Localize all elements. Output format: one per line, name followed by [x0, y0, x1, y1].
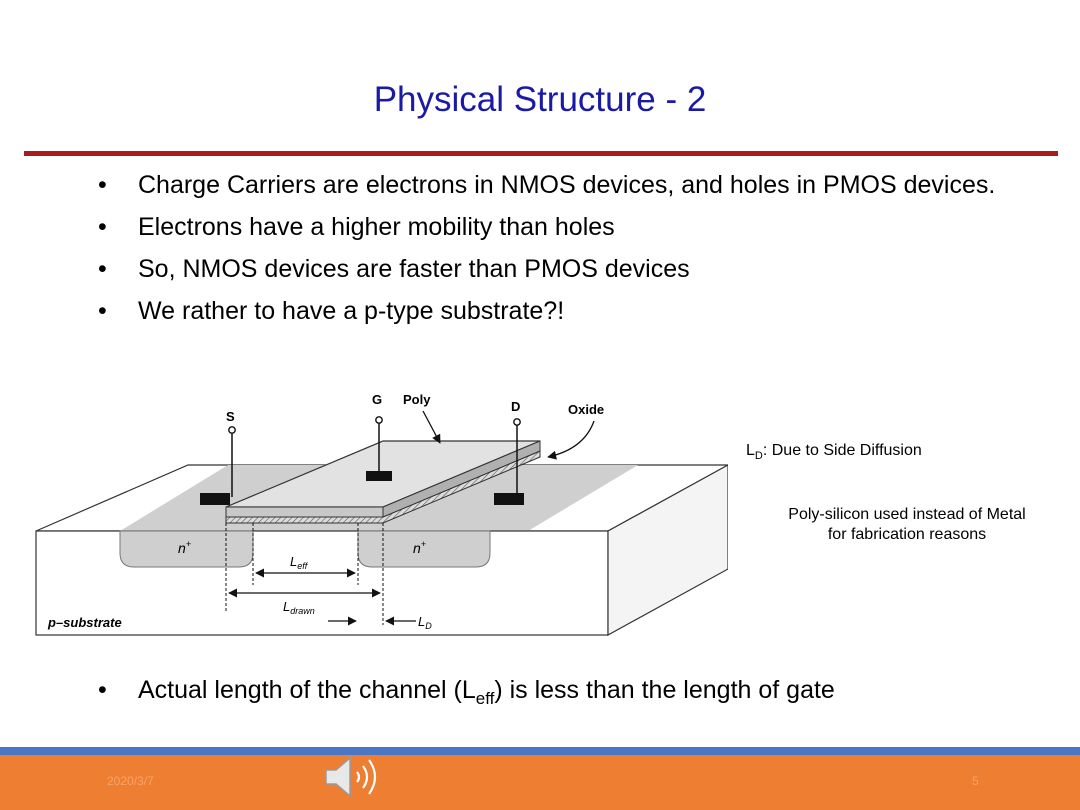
bullet-dot: • — [98, 255, 107, 283]
l-d-label: $L_D$ — [418, 614, 432, 631]
poly-silicon-note — [742, 505, 1072, 545]
mosfet-diagram — [28, 385, 728, 675]
poly-gate-front — [226, 507, 383, 517]
bullet-dot: • — [98, 676, 107, 704]
bullet-dot: • — [98, 297, 107, 325]
l-eff-label: $L_{eff}$ — [290, 554, 308, 571]
terminal-s-label: S — [226, 409, 235, 424]
footer-accent-line — [0, 747, 1080, 755]
source-contact — [200, 493, 230, 505]
bullet-dot: • — [98, 171, 107, 199]
bullet-list — [98, 170, 1018, 338]
bullet-text: Charge Carriers are electrons in NMOS devices, and holes in PMOS devices. — [138, 171, 996, 199]
drain-contact — [494, 493, 524, 505]
footer-bar — [0, 755, 1080, 810]
n-plus-source-label: n+ — [178, 539, 192, 556]
bullet-text: We rather to have a p-type substrate?! — [138, 297, 565, 325]
n-plus-well-drain — [358, 531, 490, 567]
substrate-label: p–substrate — [48, 615, 122, 630]
bullet-item — [98, 254, 1018, 284]
bullet-text: Electrons have a higher mobility than holes — [138, 213, 615, 241]
bullet-item — [98, 212, 1018, 242]
footer-date: 2020/3/7 — [107, 774, 154, 788]
poly-pointer — [423, 411, 440, 443]
audio-speaker-icon[interactable] — [322, 754, 392, 800]
l-drawn-label: $L_{drawn}$ — [283, 599, 315, 616]
page-number: 5 — [972, 774, 979, 788]
bullet-item — [98, 170, 1018, 200]
n-plus-well-source — [120, 531, 253, 567]
bullet-dot: • — [98, 213, 107, 241]
terminal-g-label: G — [372, 392, 383, 407]
bullet-text: So, NMOS devices are faster than PMOS devices — [138, 255, 690, 283]
bottom-bullet: • Actual length of the channel $(L_{eff})$ is less than the length of gate — [98, 676, 835, 708]
oxide-label: Oxide — [568, 402, 605, 417]
side-diffusion-note: $L_D$: Due to Side Diffusion — [746, 442, 922, 463]
terminal-d-label: D — [511, 399, 521, 414]
oxide-pointer — [548, 421, 594, 457]
poly-note-line-1: Poly-silicon used instead of Metal — [788, 506, 1026, 523]
bullet-item — [98, 296, 1018, 326]
title-divider — [24, 151, 1058, 156]
slide-title: Physical Structure - 2 — [373, 80, 707, 119]
n-plus-drain-label: n+ — [413, 539, 427, 556]
poly-note-line-2: for fabrication reasons — [827, 526, 987, 543]
poly-label: Poly — [403, 392, 431, 407]
